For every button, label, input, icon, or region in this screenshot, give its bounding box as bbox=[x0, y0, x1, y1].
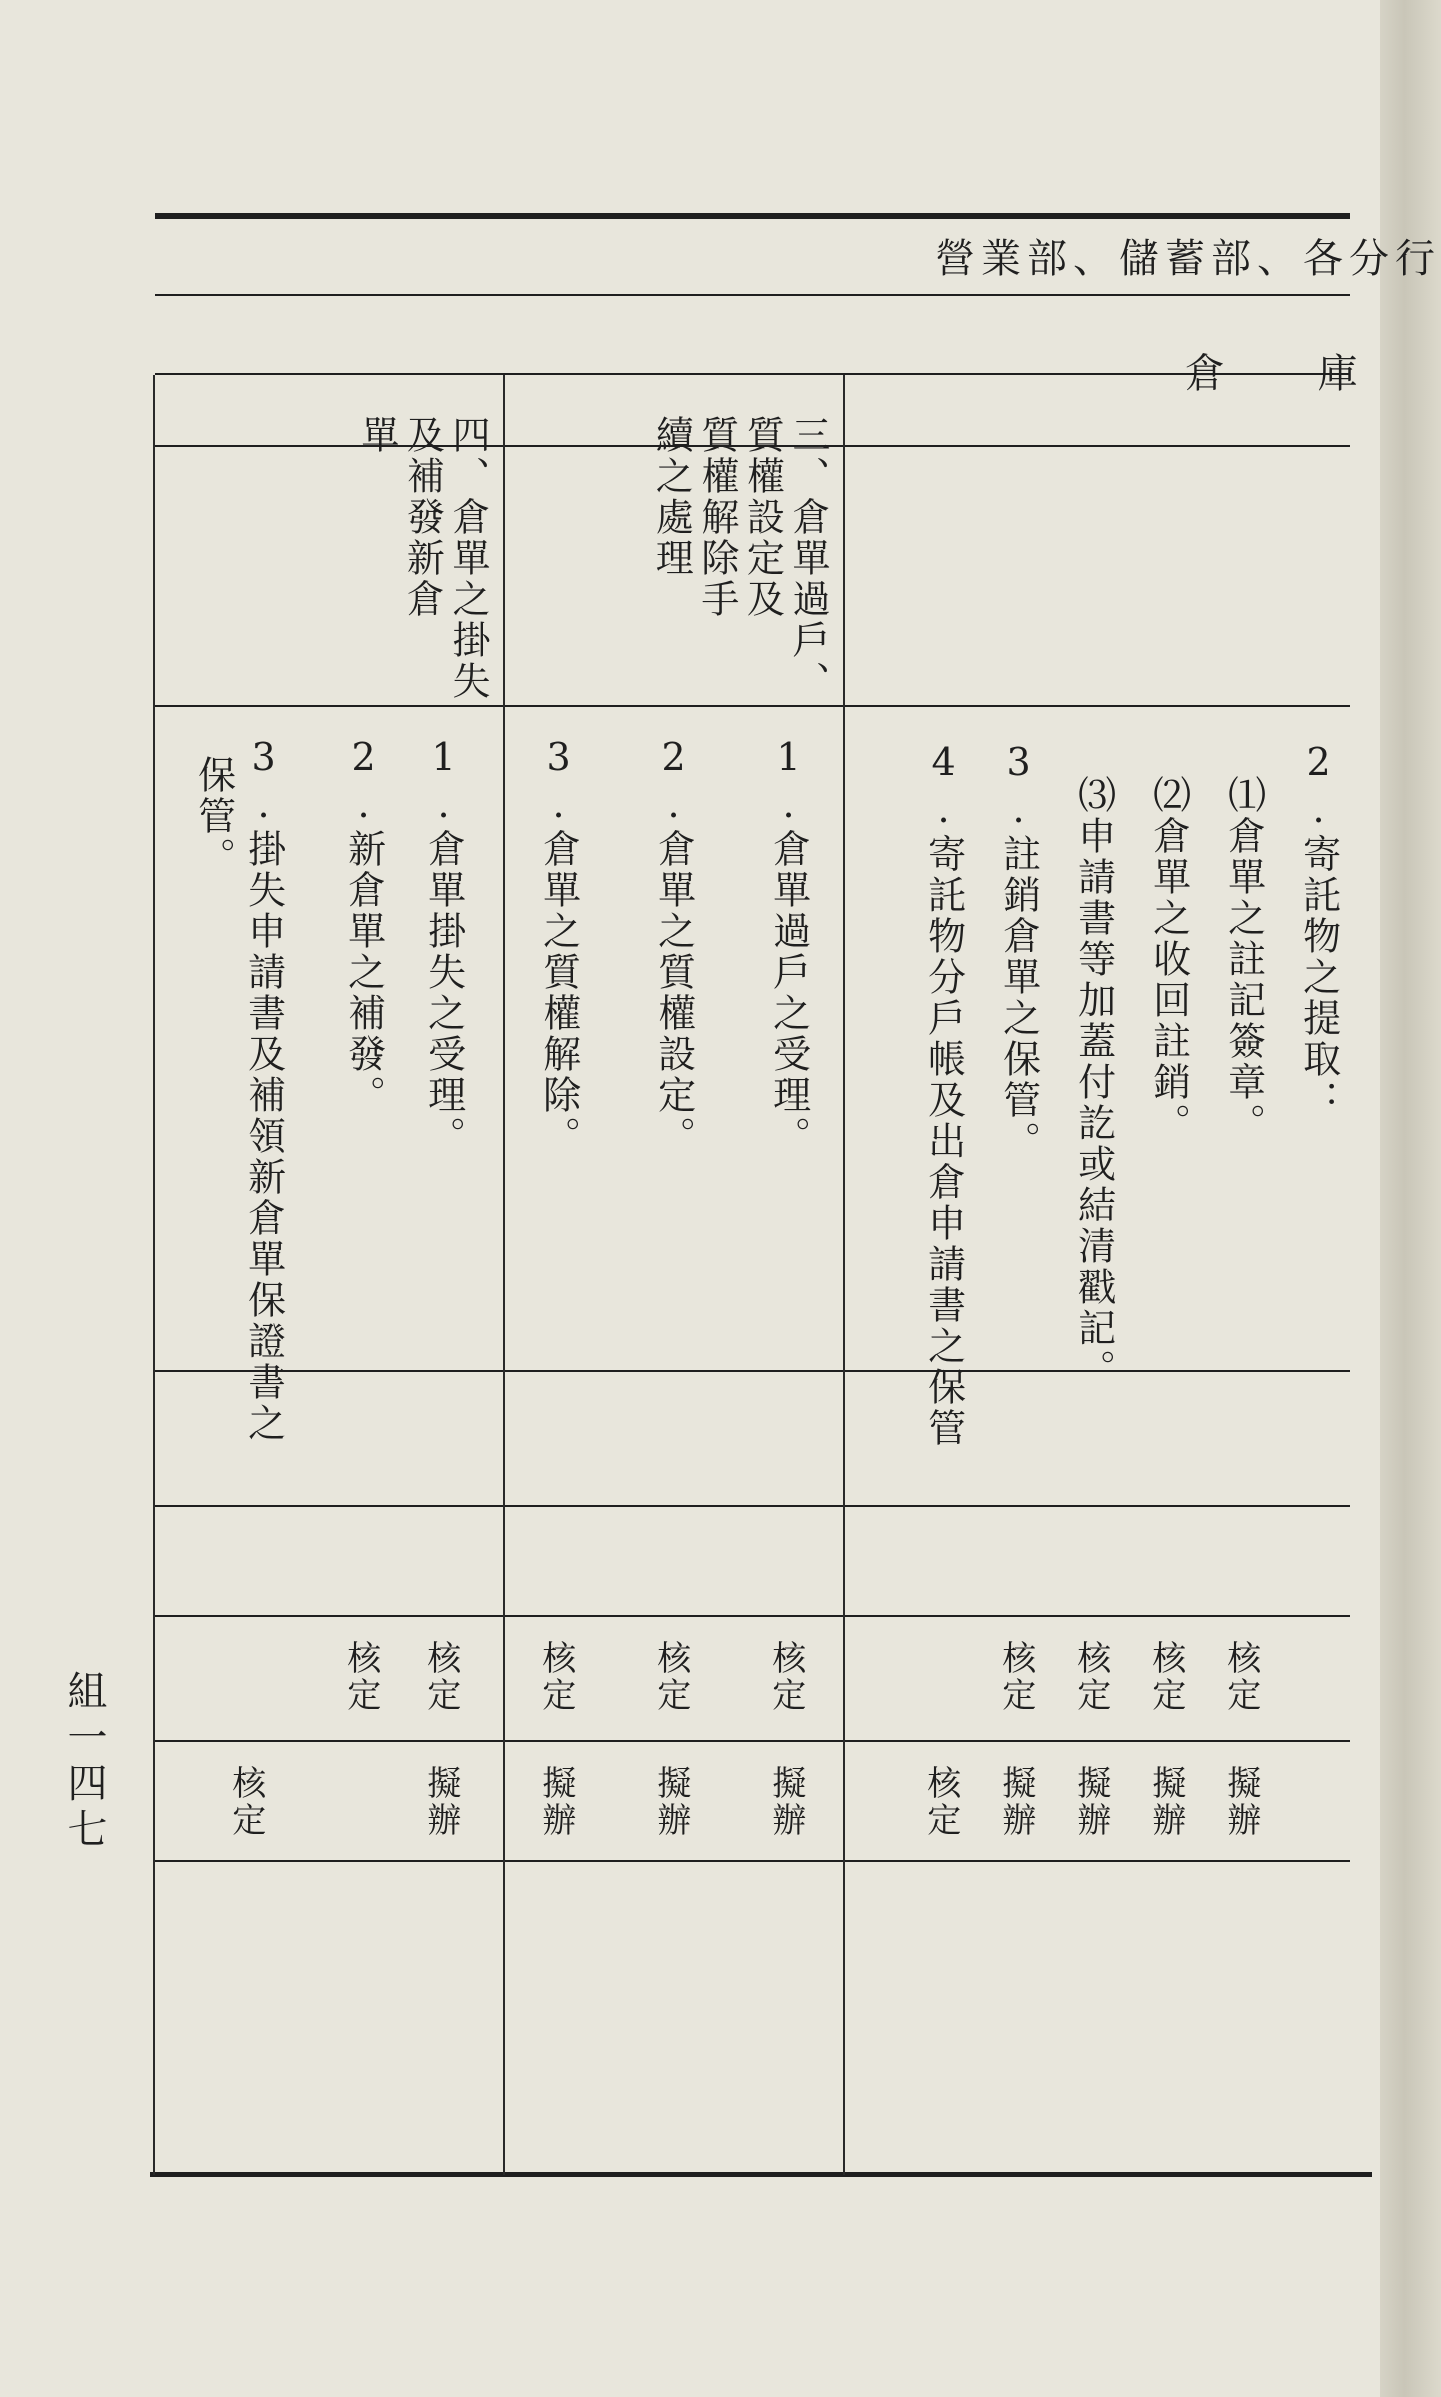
row-rule-6 bbox=[155, 1615, 1350, 1617]
approve-mark: 核定 bbox=[995, 1640, 1036, 1714]
draft-mark: 擬辦 bbox=[1145, 1765, 1186, 1839]
approve-mark: 核定 bbox=[765, 1640, 806, 1714]
page-number: 組一四七 bbox=[61, 1670, 107, 1854]
header-rule bbox=[155, 294, 1350, 296]
section-3-heading: 三、倉單過戶、 質權設定及 質權解除手 續之處理 bbox=[649, 415, 830, 702]
row-rule-5 bbox=[155, 1505, 1350, 1507]
draft-mark: 擬辦 bbox=[1070, 1765, 1111, 1839]
row-rule-3 bbox=[155, 705, 1350, 707]
header-subtitle: 倉 庫 bbox=[1185, 351, 1398, 397]
section-4-heading: 四、倉單之掛失 及補發新倉 單 bbox=[354, 415, 490, 702]
row-rule-4 bbox=[155, 1370, 1350, 1372]
draft-mark: 擬辦 bbox=[420, 1765, 461, 1839]
section-3-item-2: 2.倉單之質權設定。 bbox=[651, 735, 696, 1157]
draft-mark: 擬辦 bbox=[995, 1765, 1036, 1839]
approve-mark: 核定 bbox=[535, 1640, 576, 1714]
section-4-item-2: 2.新倉單之補發。 bbox=[341, 735, 386, 1116]
section-4-item-3a: 3.掛失申請書及補領新倉單保證書之 bbox=[241, 735, 286, 1444]
row-rule-7 bbox=[155, 1740, 1350, 1742]
approve-mark: 核定 bbox=[650, 1640, 691, 1714]
item-2-sub3: ⑶申請書等加蓋付訖或結清戳記。 bbox=[1071, 775, 1116, 1390]
col-divider-1 bbox=[153, 375, 155, 2175]
col-divider-2 bbox=[503, 375, 505, 2175]
section-3-item-3: 3.倉單之質權解除。 bbox=[536, 735, 581, 1157]
item-4: 4.寄託物分戶帳及出倉申請書之保管 bbox=[921, 740, 966, 1449]
row-rule-8 bbox=[155, 1860, 1350, 1862]
section-4-item-3b: 保管。 bbox=[191, 755, 236, 878]
approve-mark: 核定 bbox=[1220, 1640, 1261, 1714]
header-title: 營業部、儲蓄部、各分行 bbox=[935, 236, 1441, 282]
item-2-sub1: ⑴倉單之註記簽章。 bbox=[1221, 775, 1266, 1144]
draft-mark: 擬辦 bbox=[765, 1765, 806, 1839]
table-bottom-rule bbox=[150, 2172, 1372, 2177]
approve-mark: 核定 bbox=[1070, 1640, 1111, 1714]
row-rule-1 bbox=[155, 373, 1350, 375]
approve-mark: 核定 bbox=[1145, 1640, 1186, 1714]
draft-mark: 擬辦 bbox=[1220, 1765, 1261, 1839]
section-3-item-1: 1.倉單過戶之受理。 bbox=[766, 735, 811, 1157]
item-2-title: 2.寄託物之提取： bbox=[1296, 740, 1341, 1121]
approve-mark: 核定 bbox=[420, 1640, 461, 1714]
approve-mark: 核定 bbox=[225, 1765, 266, 1839]
item-3: 3.註銷倉單之保管。 bbox=[996, 740, 1041, 1162]
approve-mark: 核定 bbox=[340, 1640, 381, 1714]
draft-mark: 擬辦 bbox=[535, 1765, 576, 1839]
item-2-sub2: ⑵倉單之收回註銷。 bbox=[1146, 775, 1191, 1144]
section-4-item-1: 1.倉單掛失之受理。 bbox=[421, 735, 466, 1157]
approve-mark: 核定 bbox=[920, 1765, 961, 1839]
draft-mark: 擬辦 bbox=[650, 1765, 691, 1839]
col-divider-3 bbox=[843, 375, 845, 2175]
table-top-rule bbox=[155, 213, 1350, 219]
